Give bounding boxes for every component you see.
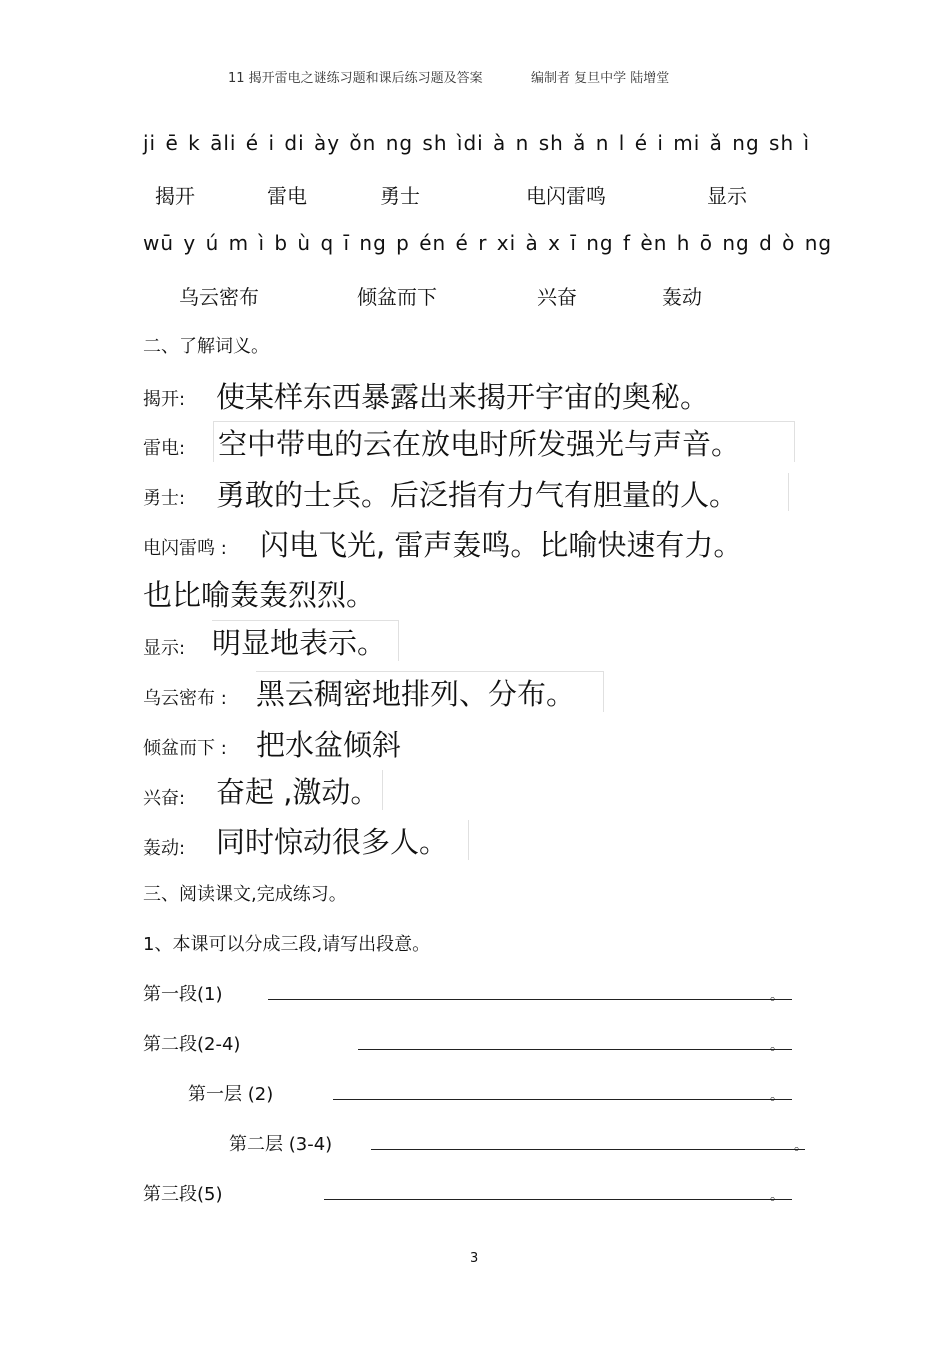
word-5: 显示 [707,184,747,208]
section-heading-reading: 三、阅读课文,完成练习。 [143,884,347,905]
document-title: 11 揭开雷电之谜练习题和课后练习题及答案 [228,71,483,86]
document-author: 编制者 复旦中学 陆增堂 [531,71,670,86]
word-7: 倾盆而下 [357,285,437,309]
word-3: 勇士 [380,184,420,208]
term-label: 倾盆而下 : [143,738,227,759]
blank-label: 第一层 (2) [188,1084,274,1105]
term-definition-continuation: 也比喻轰轰烈烈。 [143,578,376,612]
term-label: 显示: [143,638,186,659]
answer-blank[interactable] [324,1199,792,1200]
blank-label: 第二层 (3-4) [229,1134,333,1155]
term-definition: 同时惊动很多人。 [216,820,469,860]
blank-period: 。 [770,1088,784,1104]
blank-label: 第三段(5) [143,1184,223,1205]
term-definition: 黑云稠密地排列、分布。 [256,671,604,712]
term-definition: 明显地表示。 [212,620,399,661]
term-definition: 闪电飞光, 雷声轰鸣。比喻快速有力。 [260,528,743,562]
answer-blank[interactable] [358,1049,792,1050]
answer-blank[interactable] [268,999,792,1000]
question-1: 1、本课可以分成三段,请写出段意。 [143,934,431,955]
term-label: 乌云密布 : [143,688,227,709]
term-definition: 使某样东西暴露出来揭开宇宙的奥秘。 [216,380,710,414]
word-8: 兴奋 [537,285,577,309]
term-definition: 把水盆倾斜 [256,728,402,762]
term-label: 轰动: [143,838,186,859]
word-1: 揭开 [155,184,195,208]
page-number: 3 [470,1251,479,1266]
term-definition: 奋起 ,激动。 [216,770,383,810]
blank-label: 第一段(1) [143,984,223,1005]
word-4: 电闪雷鸣 [526,184,606,208]
term-label: 兴奋: [143,788,186,809]
term-definition: 空中带电的云在放电时所发强光与声音。 [213,421,795,462]
term-label: 勇士: [143,488,186,509]
word-2: 雷电 [267,184,307,208]
blank-period: 。 [770,988,784,1004]
term-label: 雷电: [143,438,186,459]
word-9: 轰动 [662,285,702,309]
pinyin-line-2: wū y ú m ì b ù q ī ng p én é r xi à x ī ng f èn h ō ng d ò ng [143,231,833,255]
answer-blank[interactable] [333,1099,792,1100]
blank-period: 。 [794,1138,808,1154]
word-6: 乌云密布 [179,285,259,309]
term-label: 揭开: [143,389,186,410]
pinyin-line-1: ji ē k āli é i di ày ǒn ng sh ìdi à n sh ǎ n l é i mi ǎ ng sh ì [143,131,811,155]
section-heading-vocabulary: 二、了解词义。 [143,336,269,357]
term-definition: 勇敢的士兵。后泛指有力气有胆量的人。 [216,473,789,511]
term-label: 电闪雷鸣 : [143,538,227,559]
blank-period: 。 [770,1038,784,1054]
answer-blank[interactable] [371,1149,805,1150]
blank-period: 。 [770,1188,784,1204]
blank-label: 第二段(2-4) [143,1034,241,1055]
